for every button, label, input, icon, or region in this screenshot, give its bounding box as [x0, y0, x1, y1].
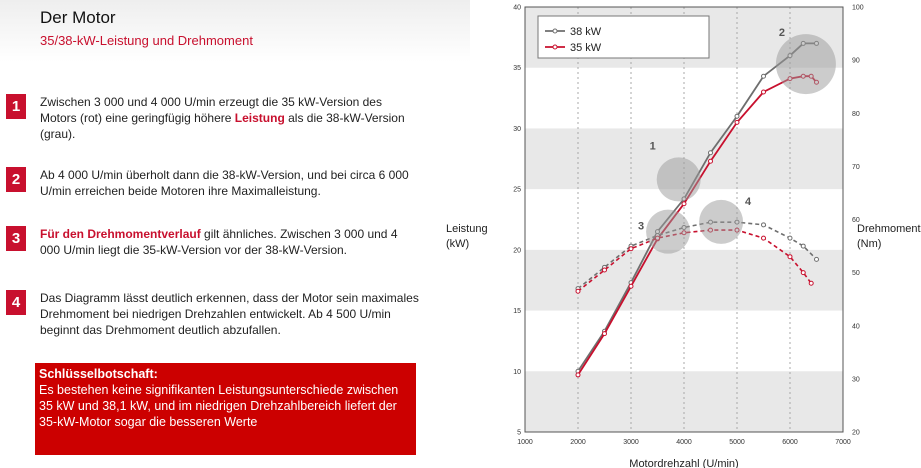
highlight-marker-label: 1 — [649, 140, 656, 153]
data-point — [801, 271, 805, 275]
legend-swatch-point — [553, 45, 557, 49]
data-point — [576, 373, 580, 377]
x-tick-label: 6000 — [782, 439, 798, 446]
data-point — [709, 159, 713, 163]
data-point — [576, 289, 580, 293]
data-point — [788, 236, 792, 240]
left-tick-label: 30 — [513, 125, 521, 133]
point-text-segment: Zwischen 3 000 und 4 000 U/min erzeugt die 35 kW-Version des Motors (rot) eine geringfügig höhere — [40, 95, 382, 125]
point-text-segment: als die 38-kW-Version (grau). — [40, 111, 405, 141]
data-point — [629, 284, 633, 288]
data-point — [682, 202, 686, 206]
legend-entry: 38 kW — [570, 26, 602, 38]
data-point — [788, 255, 792, 259]
data-point — [735, 120, 739, 124]
x-tick-label: 1000 — [517, 439, 533, 446]
data-point — [603, 268, 607, 272]
page-title: Der Motor — [40, 8, 116, 27]
highlight-marker — [657, 157, 701, 201]
left-tick-label: 40 — [513, 4, 521, 12]
x-tick-label: 3000 — [623, 439, 639, 446]
point-text-segment: Das Diagramm lässt deutlich erkennen, dass der Motor sein maximales Drehmoment bei niedrigen Drehzahlen entwickelt. Ab 4 500 U/min beginnt das Drehmoment deutlich abzufallen. — [40, 291, 419, 337]
left-tick-label: 10 — [513, 368, 521, 376]
right-tick-label: 60 — [852, 217, 860, 224]
right-tick-label: 40 — [852, 323, 860, 331]
point-number-badge: 3 — [6, 226, 26, 251]
right-axis-label-line2: (Nm) — [857, 238, 882, 250]
page-subtitle: 35/38-kW-Leistung und Drehmoment — [40, 33, 253, 48]
right-tick-label: 80 — [852, 110, 860, 118]
data-point — [809, 281, 813, 285]
point-number-badge: 2 — [6, 167, 26, 192]
right-tick-label: 50 — [852, 270, 860, 278]
highlight-marker — [699, 200, 743, 244]
data-point — [603, 332, 607, 336]
legend-box — [538, 16, 709, 58]
data-point — [762, 236, 766, 240]
left-tick-label: 20 — [513, 247, 521, 255]
point-number-badge: 4 — [6, 290, 26, 315]
x-tick-label: 5000 — [729, 439, 745, 446]
right-tick-label: 30 — [852, 376, 860, 384]
right-tick-label: 100 — [852, 4, 864, 12]
power-series-line — [578, 43, 817, 371]
point-text-segment: gilt ähnliches. Zwischen 3 000 und 4 000 U/min liegt die 35-kW-Version vor der 38-kW-Version. — [40, 227, 398, 257]
x-axis-title: Motordrehzahl (U/min) — [629, 458, 739, 468]
data-point — [709, 151, 713, 155]
data-point — [762, 90, 766, 94]
right-axis-label-line1: Drehmoment — [857, 223, 921, 235]
left-axis-label-line2: (kW) — [446, 238, 470, 250]
x-tick-label: 4000 — [676, 439, 692, 446]
highlight-marker — [646, 210, 690, 254]
point-highlight: Für den Drehmomentverlauf — [40, 227, 201, 241]
left-tick-label: 35 — [513, 65, 521, 73]
point-number-badge: 1 — [6, 94, 26, 119]
data-point — [815, 257, 819, 261]
legend-swatch-point — [553, 29, 557, 33]
data-point — [629, 247, 633, 251]
x-tick-label: 2000 — [570, 439, 586, 446]
data-point — [735, 114, 739, 118]
left-tick-label: 15 — [513, 308, 521, 316]
legend-entry: 35 kW — [570, 42, 602, 54]
data-point — [762, 223, 766, 227]
key-message-text: Es bestehen keine signifikanten Leistungsunterschiede zwischen 35 kW und 38,1 kW, und im niedrigen Drehzahlbereich liefert der 35-kW-Motor sogar die besseren Werte — [39, 383, 399, 429]
highlight-marker-label: 4 — [745, 195, 752, 208]
right-tick-label: 20 — [852, 429, 860, 437]
point-text-segment: Ab 4 000 U/min überholt dann die 38-kW-Version, und bei circa 6 000 U/min erreichen beide Motoren ihre Maximalleistung. — [40, 168, 409, 198]
x-tick-label: 7000 — [835, 439, 851, 446]
left-tick-label: 25 — [513, 186, 521, 194]
highlight-marker — [776, 34, 836, 94]
key-message-title: Schlüsselbotschaft: — [39, 367, 158, 381]
highlight-marker-label: 3 — [638, 220, 645, 233]
left-tick-label: 5 — [517, 429, 521, 437]
point-highlight: Leistung — [234, 111, 285, 125]
data-point — [762, 74, 766, 78]
right-tick-label: 70 — [852, 163, 860, 171]
left-axis-label-line1: Leistung — [446, 223, 488, 235]
right-tick-label: 90 — [852, 57, 860, 65]
data-point — [801, 244, 805, 248]
highlight-marker-label: 2 — [778, 27, 785, 40]
power-series-line — [578, 76, 817, 375]
